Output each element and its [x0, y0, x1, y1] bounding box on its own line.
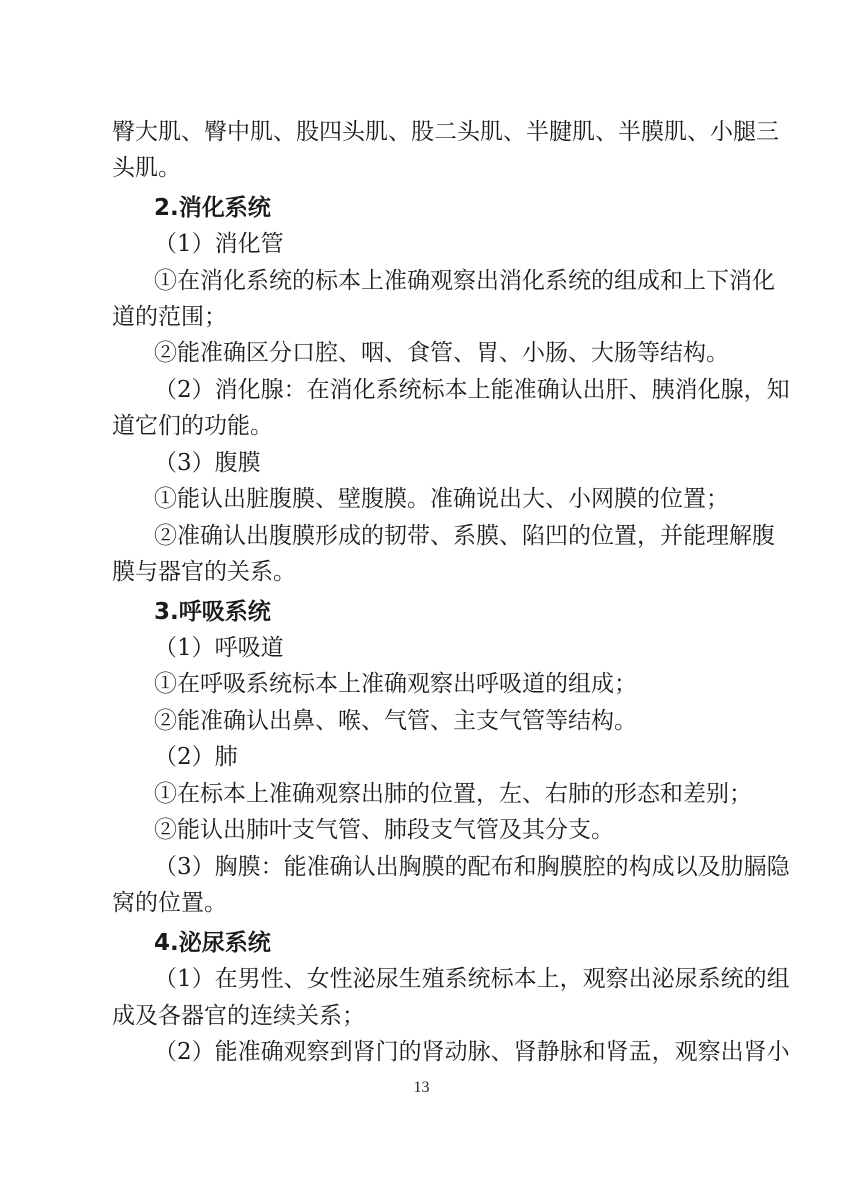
subheading: （3）腹膜	[154, 450, 261, 476]
subheading: （1）呼吸道	[154, 635, 284, 661]
page-number: 13	[413, 1079, 430, 1096]
text-line: （2）能准确观察到肾门的肾动脉、肾静脉和肾盂，观察出肾小	[154, 1039, 790, 1065]
text-line: ①在呼吸系统标本上准确观察出呼吸道的组成；	[154, 671, 637, 697]
text-line: ①能认出脏腹膜、壁腹膜。准确说出大、小网膜的位置；	[154, 486, 729, 512]
text-line: ②能准确区分口腔、咽、食管、胃、小肠、大肠等结构。	[154, 340, 729, 366]
text-line: 膜与器官的关系。	[112, 559, 296, 585]
text-line: ①在消化系统的标本上准确观察出消化系统的组成和上下消化	[154, 268, 775, 294]
text-line: （3）胸膜：能准确认出胸膜的配布和胸膜腔的构成以及肋膈隐	[154, 854, 790, 880]
text-line: ②能准确认出鼻、喉、气管、主支气管等结构。	[154, 708, 637, 734]
text-line: ①在标本上准确观察出肺的位置，左、右肺的形态和差别；	[154, 781, 752, 807]
text-line: （2）消化腺：在消化系统标本上能准确认出肝、胰消化腺，知	[154, 377, 790, 403]
text-line: 头肌。	[112, 155, 181, 181]
text-line: 道的范围；	[112, 304, 227, 330]
text-line: 成及各器官的连续关系；	[112, 1003, 365, 1029]
text-line: 道它们的功能。	[112, 413, 273, 439]
section-heading-respiratory: 3.呼吸系统	[154, 599, 271, 625]
section-heading-digestive: 2.消化系统	[154, 195, 271, 221]
text-line: ②准确认出腹膜形成的韧带、系膜、陷凹的位置，并能理解腹	[154, 523, 775, 549]
text-line: 臀大肌、臀中肌、股四头肌、股二头肌、半腱肌、半膜肌、小腿三	[112, 119, 779, 145]
section-heading-urinary: 4.泌尿系统	[154, 930, 271, 956]
subheading: （1）消化管	[154, 231, 284, 257]
text-line: （1）在男性、女性泌尿生殖系统标本上，观察出泌尿系统的组	[154, 966, 790, 992]
text-line: 窝的位置。	[112, 890, 227, 916]
text-line: ②能认出肺叶支气管、肺段支气管及其分支。	[154, 817, 614, 843]
subheading: （2）肺	[154, 744, 238, 770]
